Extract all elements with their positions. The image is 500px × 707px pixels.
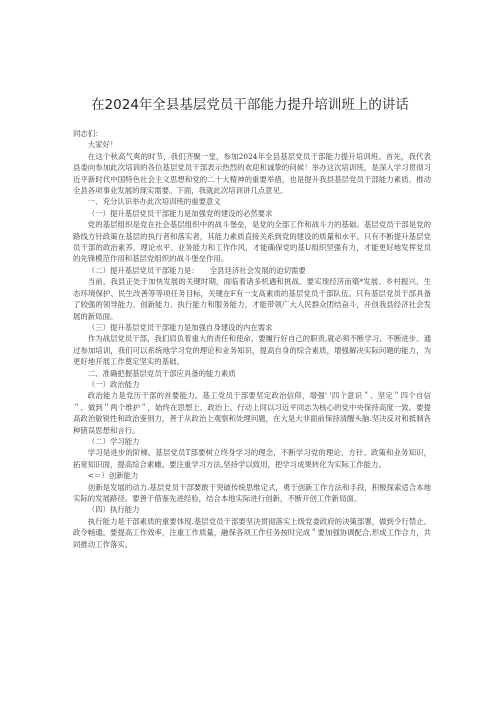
paragraph: 在这个秋高气爽的时节，我们齐聚一堂，参加2024年全县基层党员干部能力提升培训班。首先，我代表县委向参加此次培训的各位基层党员干部表示热烈的欢迎和诚挚的问候！举办这次培训班，是深入学习贯彻习近平新时代中国特色社会主义思想和党的二十大精神的重要举措，也是提升我县基层党员干部能力素质、推动全县各项事业发展的现实需要。下面，我就此次培训讲几点意见。	[73, 151, 431, 196]
section-heading: 二、准确把握基层党员干部应具备的能力素质	[87, 368, 236, 378]
subsection-heading: <＝）创新能力	[87, 471, 139, 481]
paragraph: 政治能力是党历干部的首要能力。基工党员干部要坚定政治信仰，增强' '四个意识＂、坚定＂四个自信＂、做到＂两个维护＂，始终在思想上、政治上、行动上同以习近平同志为核心的党中央保持高度一致。要提高政治敏锐性和政治鉴别力，善于从政治上观察和处理问题，在大是大非面前保持清醒头脑.坚决反对和抵制各种错误思想和言行。	[73, 391, 431, 435]
section-heading: 一、充分认识举办此次培训班的重要意义	[87, 197, 221, 207]
subsection-heading: （一）提升基层党员干部能力是加强党的建设的必然要求	[87, 208, 273, 218]
paragraph: 创新是发展的动力.基层党员干部要敢于突破传统思维定式，勇于创新工作方法和手段，积极探索适合本地实际的发展路径。要善于借鉴先进经验，结合本地实际进行创新，不断开创工作新局面。	[73, 482, 431, 503]
paragraph: 党的基层组织是党在社会基层组织中的战斗堡垒，是党的全部工作和战斗力的基础。基层党员干部是党的路线方针政策在基层的执行者和落实者，其能力素质直接关系到党的建设的质量和水平。只有不断提升基层党员干部的政治素养、理论水平、业务能力和工作作风，才能确保党的基U组织坚强有力，才能更好地发挥党员的先锋模范作用和基层党组织的战斗堡垒作用。	[73, 220, 431, 264]
subsection-heading: （三）提升基层党员干部能力是加强自身建设的内在需求	[87, 322, 273, 332]
subsection-heading: （二）提升基层党员干部能力是： 全县廷济社会发展的迫切需要	[87, 265, 306, 275]
salutation: 同志们：	[73, 129, 103, 138]
paragraph: 学习是进步的阶梯。基层党员T部要树立终身学习的理念，不断学习党的理论、方针、政策和业务知识，拓宽知识面，提高综合素癥。要注重学习方法,坚持学以致用，把学习成果转化为实际工作能力。	[73, 448, 431, 469]
paragraph: 执行能力是干部素质的重要体现.基层党员干部要坚决贯彻落实上级党委政府的决策部署，做到令行禁止、政令畅通。要提高工作效率，注重工作质量，融保各项工作任务按时完成＂要加强协调配合,形成工作合力，共同推动工作落实。	[73, 516, 431, 549]
paragraph: 大家好！	[87, 140, 118, 150]
paragraph: 当前，我县正处于加快发展的关键时期，面临着诸多机遇和挑战。要实现经济而築*发展、乡村振兴、生态环境保护、民生改善等等项任务目标，关键在F有一支高素质的基层党员干部队伍。只有基层党员干部具备了较强的领导能力、创新能力、执行能力和服务能力，才能带领广大人民群众团结奋斗，开创我县经济社会发展的新局面。	[73, 277, 431, 321]
document-body	[73, 128, 431, 550]
subsection-heading: （一）政治能力	[87, 379, 140, 389]
subsection-heading: （四）执行能力	[87, 505, 140, 515]
document-title: 在2024年全县基层党员干部能力提升培训班上的讲话	[91, 97, 409, 113]
paragraph: 作为战层党员干部，我们肩负着重大的责任和使命。要履行好自己的职责,就必须不断学习、不断进步。通过参加培训，我们可以系统地学习党的理论和业务知识，提高自身的综合素质，增强解决实际问题的能力，为更好地开展工作奠定坚实的基础。	[73, 334, 431, 367]
subsection-heading: （二）学习能力	[87, 436, 140, 446]
